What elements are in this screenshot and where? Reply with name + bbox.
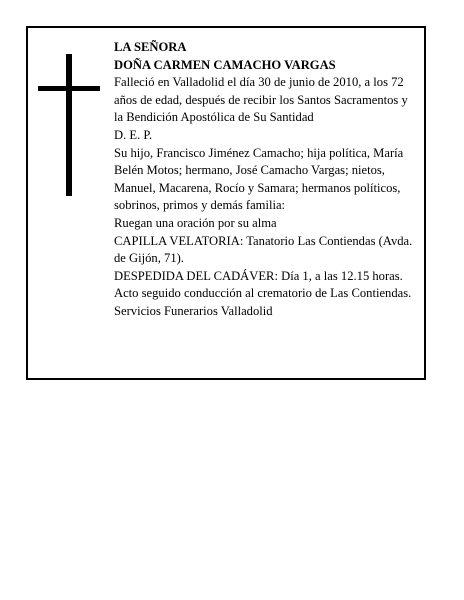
death-notice-paragraph: Falleció en Valladolid el día 30 de junio de 2010, a los 72 años de edad, después de recibir los Santos Sacramentos y la Bendición Apostólica de Su Santidad [114, 75, 408, 125]
farewell-info: DESPEDIDA DEL CADÁVER: Día 1, a las 12.15 horas. Acto seguido conducción al crematorio de Las Contiendas. [114, 268, 412, 301]
rest-in-peace: D. E. P. [114, 127, 153, 142]
cross-vertical-bar [66, 54, 72, 196]
obituary-text [114, 39, 419, 321]
cross-horizontal-bar [38, 86, 100, 91]
deceased-name: DOÑA CARMEN CAMACHO VARGAS [114, 57, 336, 72]
family-list: Su hijo, Francisco Jiménez Camacho; hija política, María Belén Motos; hermano, José Camacho Vargas; nietos, Manuel, Macarena, Rocío y Samara; hermanos políticos, sobrinos, primos y demás familia: [114, 145, 404, 213]
salutation: LA SEÑORA [114, 40, 187, 54]
prayer-request: Ruegan una oración por su alma [114, 215, 277, 230]
wake-chapel-info: CAPILLA VELATORIA: Tanatorio Las Contiendas (Avda. de Gijón, 71). [114, 233, 413, 266]
funeral-home: Servicios Funerarios Valladolid [114, 303, 273, 318]
cross-icon [38, 54, 100, 196]
